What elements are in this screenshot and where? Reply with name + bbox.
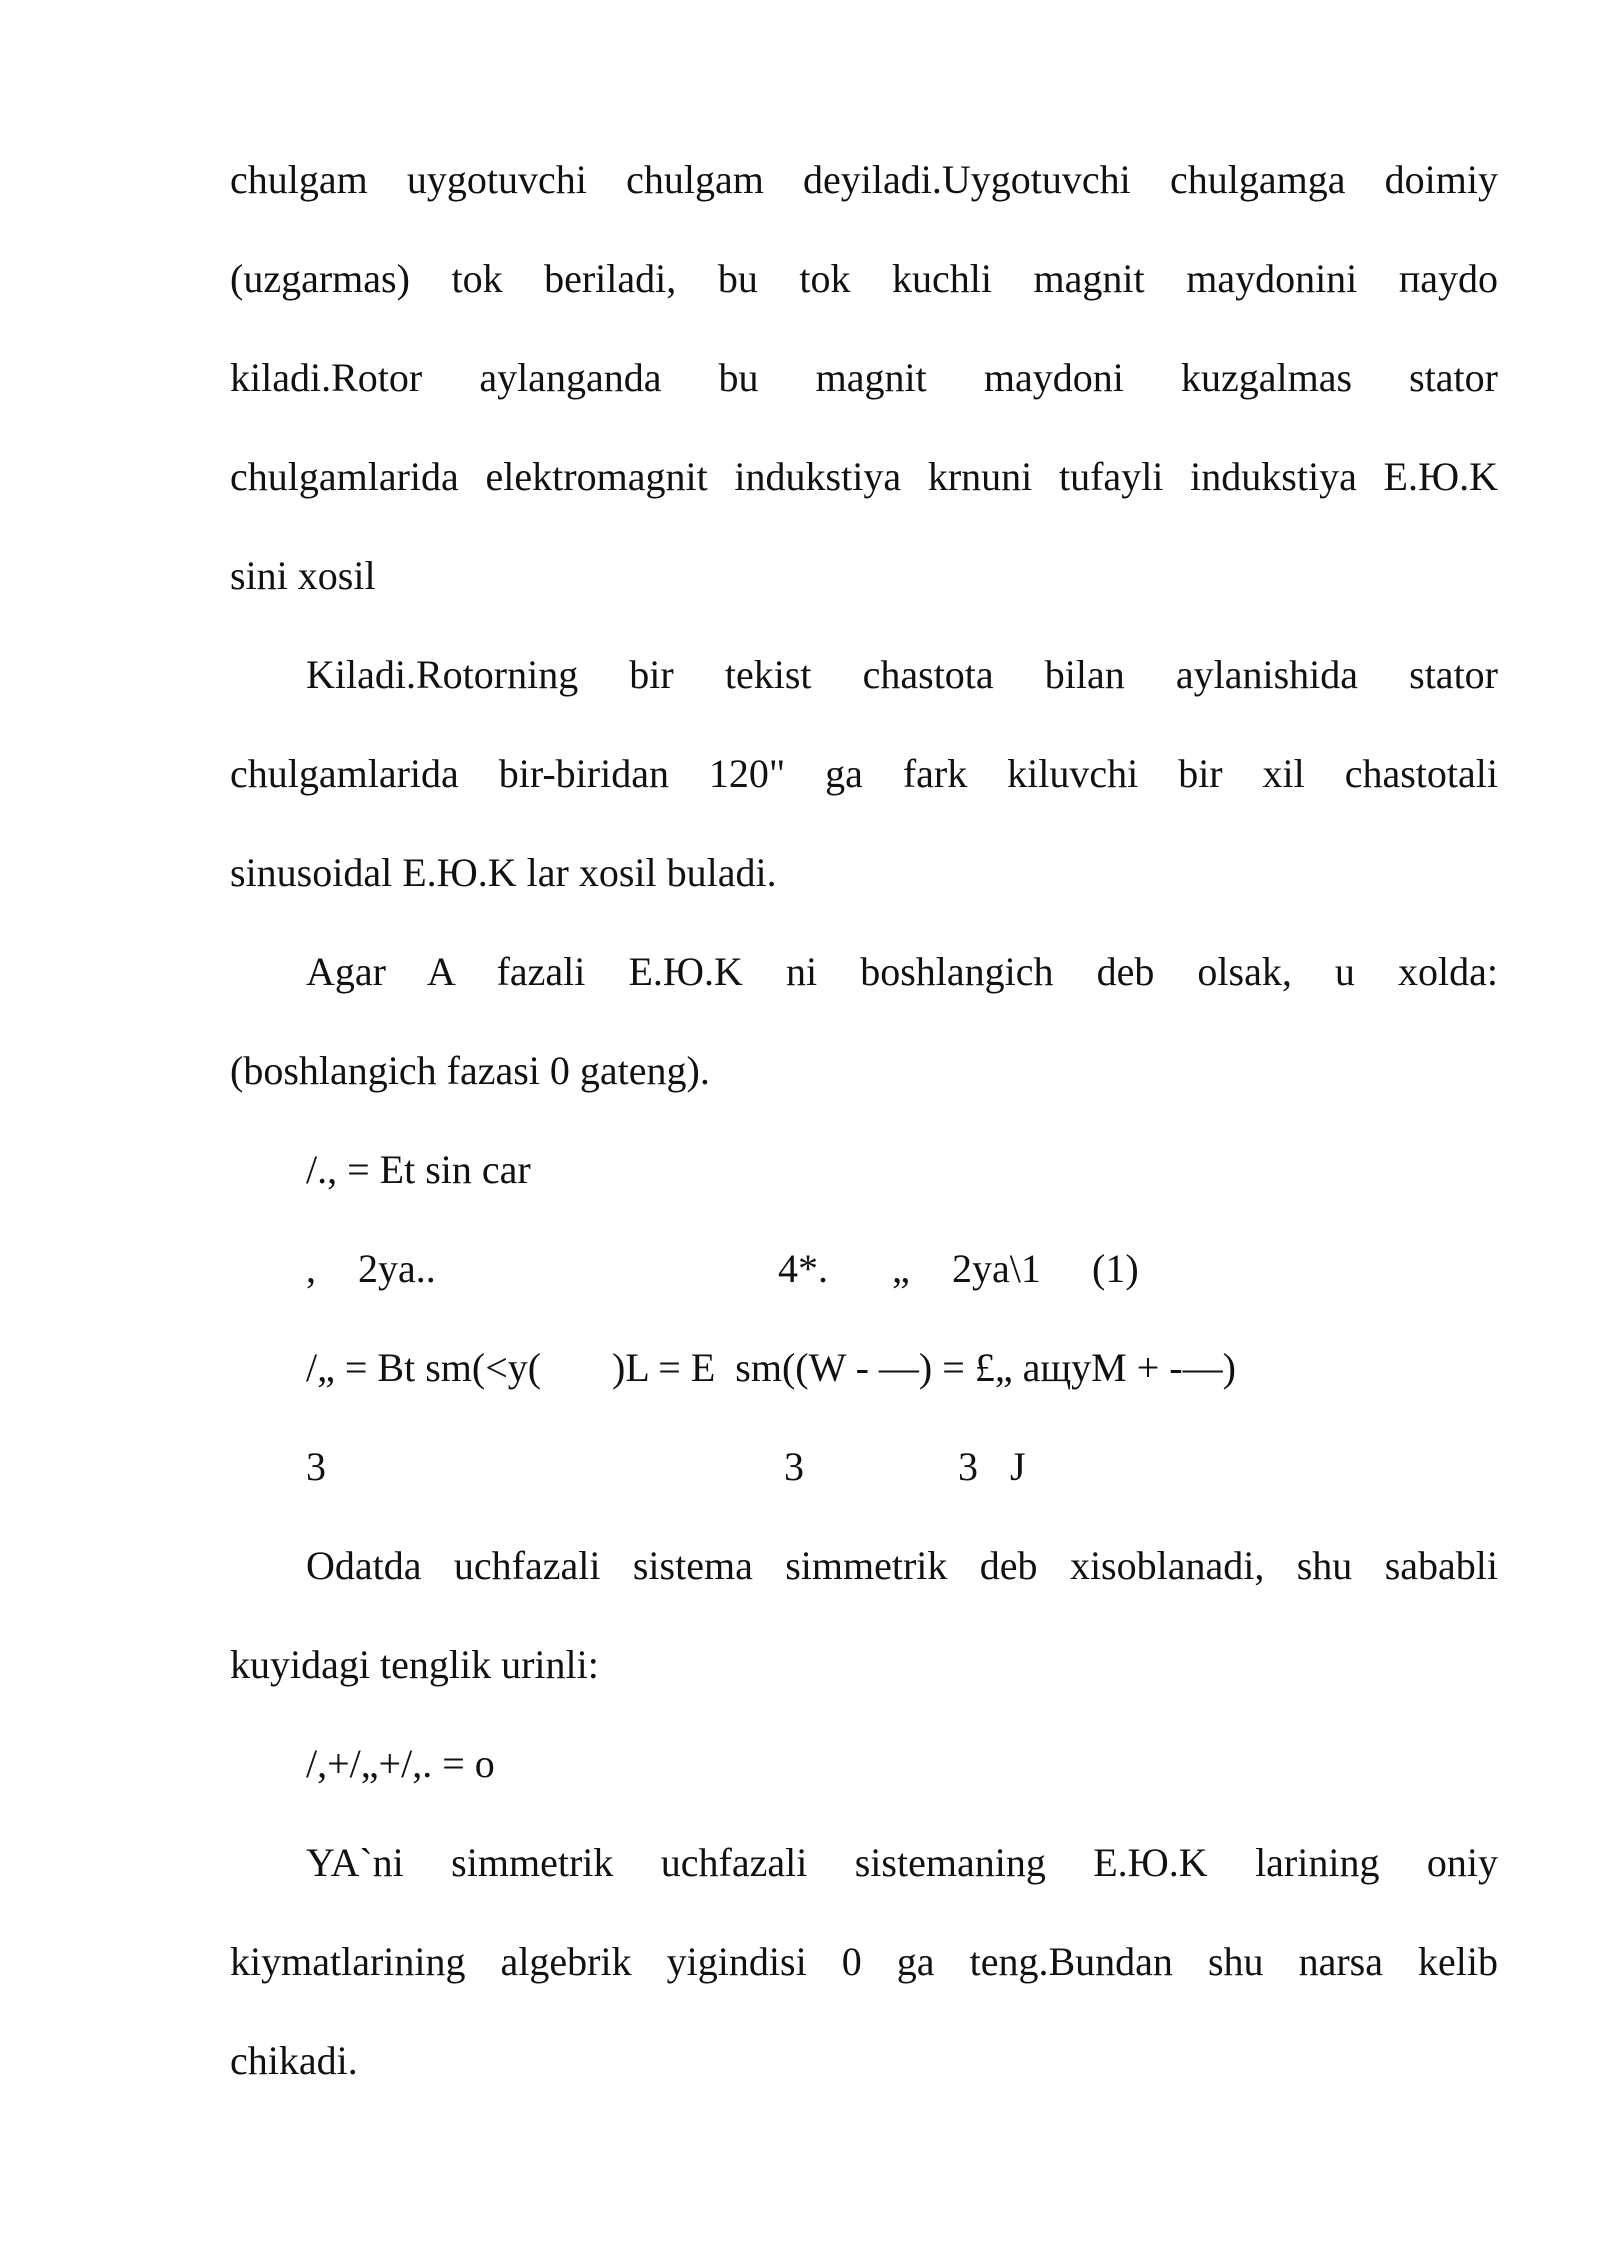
p4-line-2: kuyidagi tenglik urinli: (230, 1642, 599, 1687)
p2-line-2: chulgamlarida bir-biridan 120" ga fark kiluvchi bir xil chastotali (230, 751, 1498, 796)
formula1-line-2-e: 2ya\1 (952, 1246, 1041, 1291)
p1-line-3: kiladi.Rotor aylanganda bu magnit maydoni kuzgalmas stator (230, 355, 1498, 400)
p1-line-5: sini xosil (230, 553, 376, 598)
formula1-line-1: /., = Et sin car (306, 1147, 531, 1192)
p3-line-2: (boshlangich fazasi 0 gateng). (230, 1048, 710, 1093)
formula2: /,+/„+/,. = o (306, 1741, 495, 1786)
p5-line-1: YA`ni simmetrik uchfazali sistemaning E.Ю.K larining oniy (306, 1840, 1498, 1885)
p1-line-2: (uzgarmas) tok beriladi, bu tok kuchli magnit maydonini пaydo (230, 256, 1498, 301)
formula1-line-2-d: „ (892, 1246, 910, 1291)
p2-line-1: Kiladi.Rotorning bir tekist chastota bilan aylanishida stator (306, 652, 1498, 697)
formula1-line-4-c: 3 (958, 1444, 978, 1489)
formula1-line-4-a: 3 (306, 1444, 326, 1489)
formula1-line-3-a: /„ = Bt sm(<y( (306, 1345, 542, 1390)
formula1-line-3-b: )L = E sm((W - —) = £„ ащуМ + -—) (612, 1345, 1236, 1390)
formula1-line-4-b: 3 (784, 1444, 804, 1489)
formula1-line-2-a: , (306, 1246, 316, 1291)
formula1-line-2-f: (1) (1092, 1246, 1139, 1291)
formula1-line-4-d: J (1010, 1444, 1026, 1489)
p2-line-3: sinusoidal E.Ю.K lar xosil buladi. (230, 850, 777, 895)
formula1-line-2-c: 4*. (778, 1246, 828, 1291)
p1-line-1: chulgam uygotuvchi chulgam deyiladi.Uygotuvchi chulgamga doimiy (230, 157, 1498, 202)
p1-line-4: chulgamlarida elektromagnit indukstiya krnuni tufayli indukstiya E.Ю.K (230, 454, 1498, 499)
p3-line-1: Agar A fazali E.Ю.K ni boshlangich deb olsak, u xolda: (306, 949, 1498, 994)
p5-line-2: kiymatlarining algebrik yigindisi 0 ga teng.Bundan shu narsa kelib (230, 1939, 1498, 1984)
p5-line-3: chikadi. (230, 2038, 358, 2083)
p4-line-1: Odatda uchfazali sistema simmetrik deb xisoblanadi, shu sababli (306, 1543, 1498, 1588)
formula1-line-2-b: 2ya.. (358, 1246, 436, 1291)
